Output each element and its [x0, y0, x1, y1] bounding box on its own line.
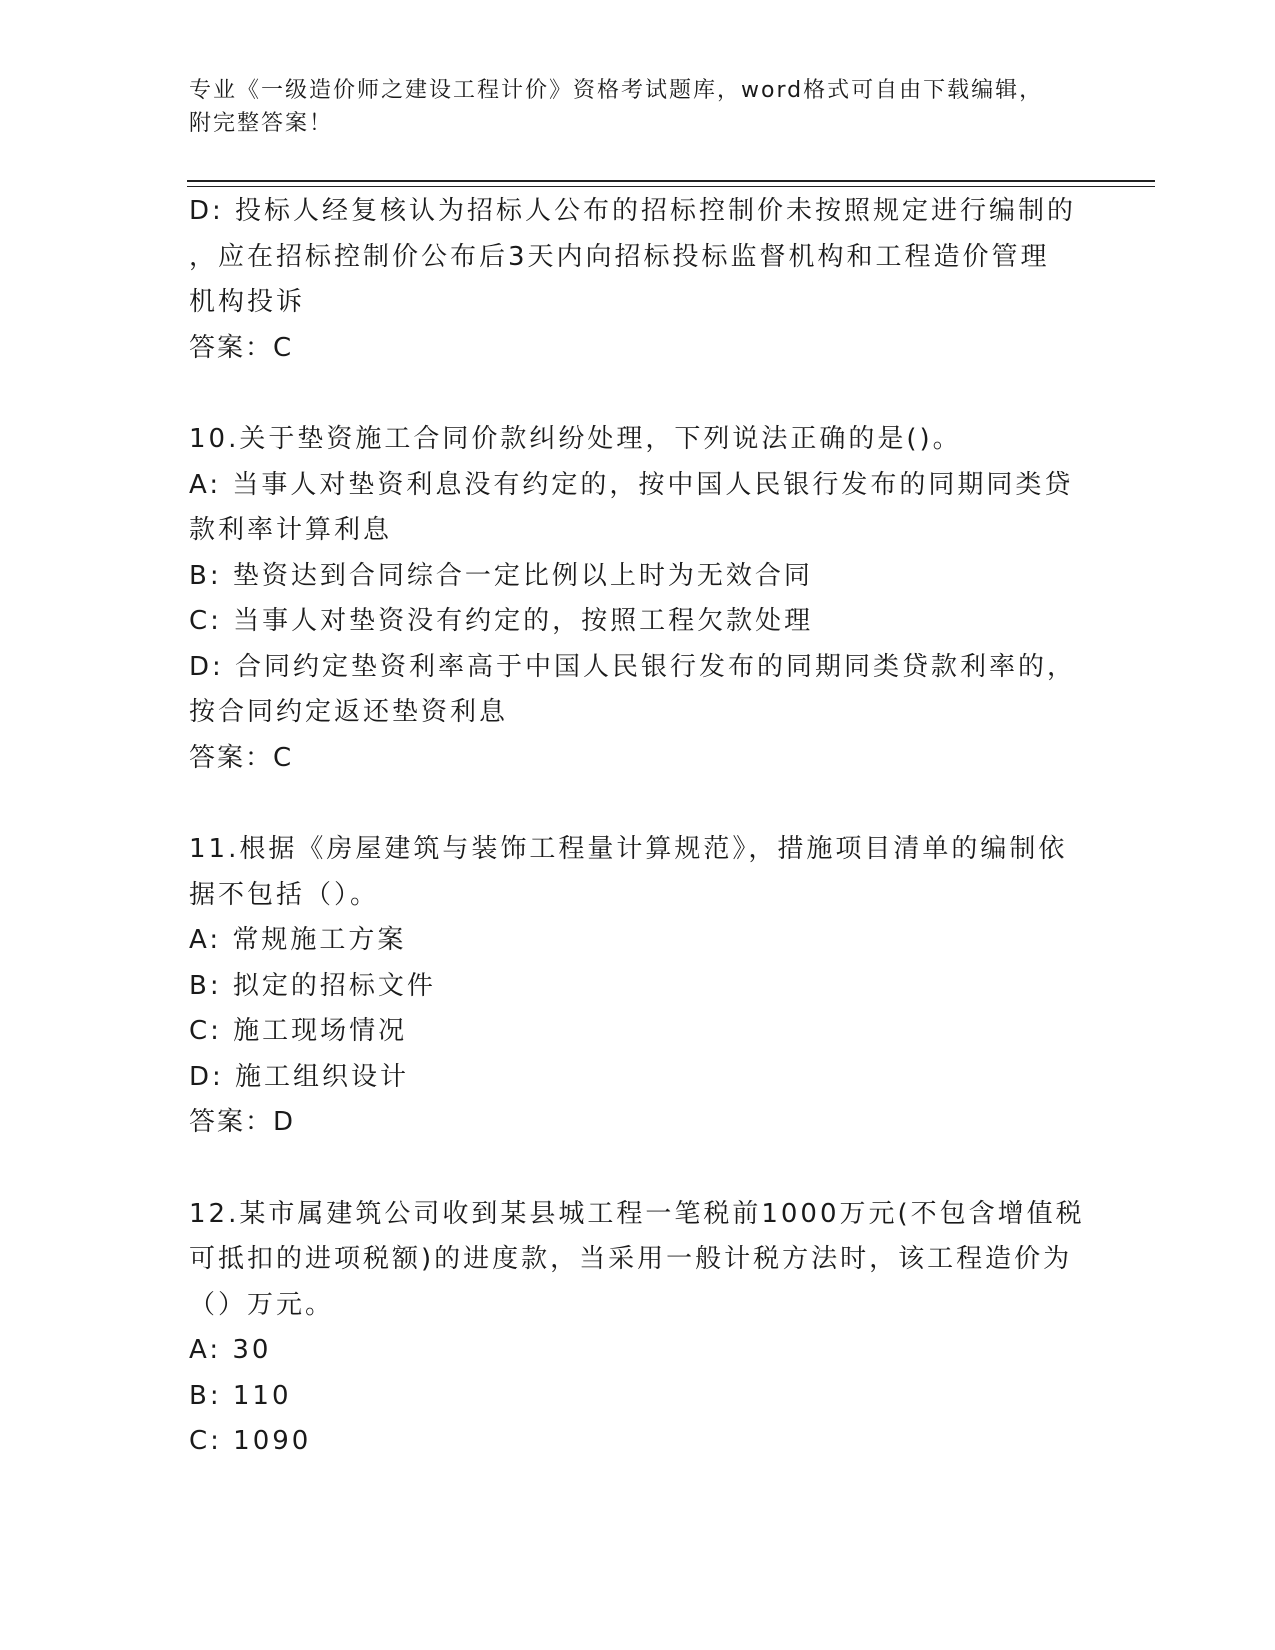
option-d-line-2: ，应在招标控制价公布后3天内向招标投标监督机构和工程造价管理	[189, 241, 1050, 272]
answer-line: 答案：D	[189, 1107, 296, 1137]
question-gap	[189, 1146, 1089, 1192]
option-a-line-1: A: 当事人对垫资利息没有约定的，按中国人民银行发布的同期同类贷	[189, 469, 1074, 500]
option-c: C: 1090	[189, 1426, 312, 1456]
option-c: C: 施工现场情况	[189, 1016, 408, 1046]
question-gap	[189, 781, 1089, 827]
question-12	[189, 1192, 1089, 1465]
option-a: A: 30	[189, 1335, 272, 1365]
question-stem-line-2: 可抵扣的进项税额)的进度款，当采用一般计税方法时，该工程造价为	[189, 1244, 1073, 1274]
answer-line: 答案：C	[189, 332, 294, 363]
option-b: B: 110	[189, 1380, 292, 1411]
question-stem-line-3: （）万元。	[189, 1289, 335, 1320]
question-10	[189, 417, 1089, 781]
option-d-line-1: D: 投标人经复核认为招标人公布的招标控制价未按照规定进行编制的	[189, 196, 1077, 226]
question-9-tail	[189, 189, 1089, 371]
option-b: B: 拟定的招标文件	[189, 970, 436, 1001]
header-rule-thick	[187, 180, 1155, 182]
header-line-1: 专业《一级造价师之建设工程计价》资格考试题库，word格式可自由下载编辑，	[189, 78, 1044, 103]
header-line-2: 附完整答案！	[189, 111, 334, 136]
option-a-line-2: 款利率计算利息	[189, 515, 393, 545]
document-body	[189, 189, 1089, 1465]
option-b: B: 垫资达到合同综合一定比例以上时为无效合同	[189, 560, 813, 591]
header-rule-thin	[187, 186, 1155, 187]
option-d: D: 施工组织设计	[189, 1061, 410, 1092]
option-c: C: 当事人对垫资没有约定的，按照工程欠款处理	[189, 606, 814, 636]
question-gap	[189, 371, 1089, 417]
question-stem-line-1: 12.某市属建筑公司收到某县城工程一笔税前1000万元(不包含增值税	[189, 1198, 1085, 1229]
question-stem: 10.关于垫资施工合同价款纠纷处理，下列说法正确的是()。	[189, 424, 962, 454]
document-header	[189, 74, 1069, 140]
option-a: A: 常规施工方案	[189, 925, 407, 955]
answer-line: 答案：C	[189, 742, 294, 773]
option-d-line-1: D: 合同约定垫资利率高于中国人民银行发布的同期同类贷款利率的，	[189, 651, 1077, 682]
question-11	[189, 827, 1089, 1146]
option-d-line-2: 按合同约定返还垫资利息	[189, 697, 509, 727]
question-stem-line-2: 据不包括（）。	[189, 879, 380, 910]
option-d-line-3: 机构投诉	[189, 287, 306, 317]
question-stem-line-1: 11.根据《房屋建筑与装饰工程量计算规范》，措施项目清单的编制依	[189, 834, 1068, 864]
